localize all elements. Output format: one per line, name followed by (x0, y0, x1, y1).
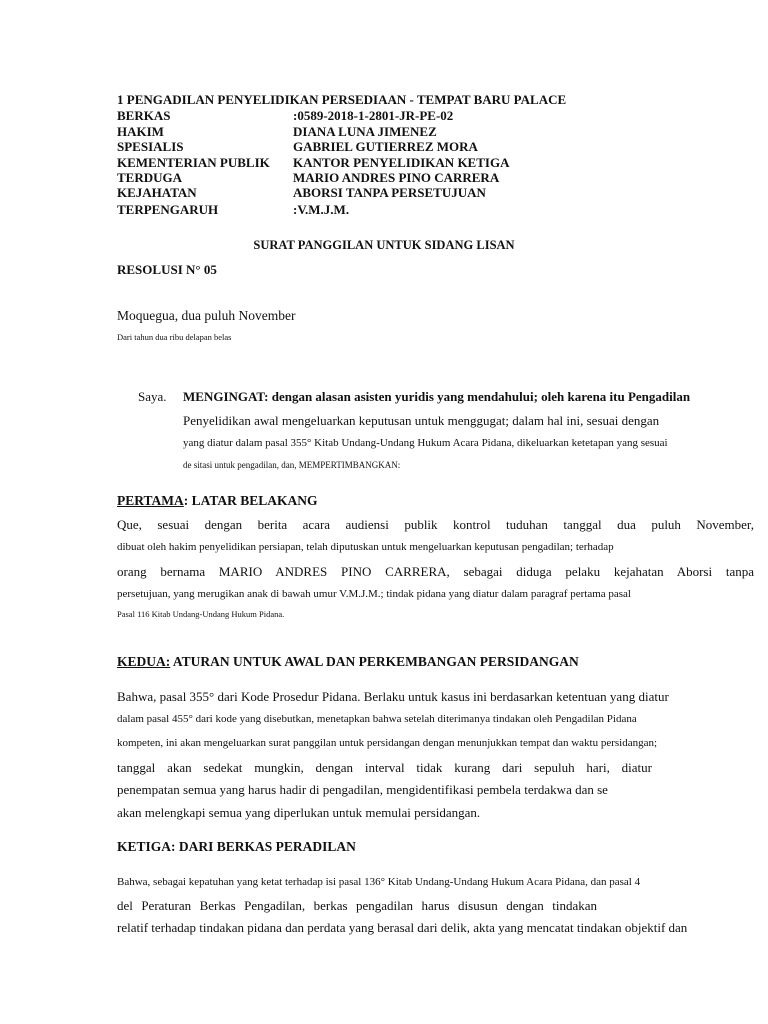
case-value-terduga: MARIO ANDRES PINO CARRERA (293, 170, 500, 185)
section-1-line-5: Pasal 116 Kitab Undang-Undang Hukum Pidana. (117, 609, 285, 619)
intro-line-4: de sitasi untuk pengadilan, dan, MEMPERTIMBANGKAN: (183, 460, 401, 470)
section-2-line-5: penempatan semua yang harus hadir di pengadilan, mengidentifikasi pembela terdakwa dan se (117, 782, 608, 797)
case-label-spesialis: SPESIALIS (117, 139, 184, 154)
case-label-kementerian: KEMENTERIAN PUBLIK (117, 155, 270, 170)
case-value-spesialis: GABRIEL GUTIERREZ MORA (293, 139, 478, 154)
section-3-line-1: Bahwa, sebagai kepatuhan yang ketat terhadap isi pasal 136° Kitab Undang-Undang Hukum Acara Pidana, dan pasal 4 (117, 876, 641, 888)
case-value-terpengaruh: :V.M.J.M. (293, 202, 350, 217)
case-value-kementerian: KANTOR PENYELIDIKAN KETIGA (293, 155, 510, 170)
section-1-line-4: persetujuan, yang merugikan anak di bawah umur V.M.J.M.; tindak pidana yang diatur dalam paragraf pertama pasal (117, 588, 631, 600)
section-2-heading-main: KEDUA: (117, 654, 171, 669)
section-2-heading (117, 654, 579, 670)
section-1-line-2: dibuat oleh hakim penyelidikan persiapan, telah diputuskan untuk mengeluarkan keputusan pengadilan; terhadap (117, 541, 614, 553)
section-1-line-3: orang bernama MARIO ANDRES PINO CARRERA, sebagai diduga pelaku kejahatan Aborsi tanpa (117, 564, 754, 579)
case-label-hakim: HAKIM (117, 124, 164, 139)
section-2-heading-rest: ATURAN UNTUK AWAL DAN PERKEMBANGAN PERSIDANGAN (170, 654, 579, 669)
case-label-berkas: BERKAS (117, 108, 171, 123)
resolution-number: RESOLUSI N° 05 (117, 262, 217, 277)
section-2-line-2: dalam pasal 455° dari kode yang disebutkan, menetapkan bahwa setelah diterimanya tindakan oleh Pengadilan Pidana (117, 713, 637, 725)
section-2-line-6: akan melengkapi semua yang diperlukan untuk memulai persidangan. (117, 805, 481, 820)
section-3-line-2: del Peraturan Berkas Pengadilan, berkas pengadilan harus disusun dengan tindakan (117, 898, 597, 913)
case-label-terduga: TERDUGA (117, 170, 183, 185)
section-1-line-1: Que, sesuai dengan berita acara audiensi publik kontrol tuduhan tanggal dua puluh November, (117, 517, 754, 532)
intro-line-1: MENGINGAT: dengan alasan asisten yuridis yang mendahului; oleh karena itu Pengadilan (183, 389, 691, 404)
year-line: Dari tahun dua ribu delapan belas (117, 332, 232, 342)
court-title: 1 PENGADILAN PENYELIDIKAN PERSEDIAAN - TEMPAT BARU PALACE (117, 92, 567, 107)
intro-label: Saya. (138, 389, 167, 404)
section-2-line-1: Bahwa, pasal 355° dari Kode Prosedur Pidana. Berlaku untuk kasus ini berdasarkan ketentuan yang diatur (117, 689, 669, 704)
section-1-heading-main: PERTAMA (117, 493, 184, 508)
case-label-terpengaruh: TERPENGARUH (117, 202, 219, 217)
intro-line-2: Penyelidikan awal mengeluarkan keputusan untuk menggugat; dalam hal ini, sesuai dengan (183, 413, 660, 428)
document-title: SURAT PANGGILAN UNTUK SIDANG LISAN (253, 238, 515, 252)
section-2-line-4: tanggal akan sedekat mungkin, dengan interval tidak kurang dari sepuluh hari, diatur (117, 760, 652, 775)
section-3-line-3: relatif terhadap tindakan pidana dan perdata yang berasal dari delik, akta yang mencatat tindakan objektif dan (117, 920, 688, 935)
case-value-hakim: DIANA LUNA JIMENEZ (293, 124, 437, 139)
case-label-kejahatan: KEJAHATAN (117, 185, 197, 200)
case-value-berkas: :0589-2018-1-2801-JR-PE-02 (293, 108, 454, 123)
section-1-heading-rest: : LATAR BELAKANG (183, 493, 318, 508)
section-1-heading (117, 493, 318, 509)
intro-line-3: yang diatur dalam pasal 355° Kitab Undang-Undang Hukum Acara Pidana, dikeluarkan ketetapan yang sesuai (183, 437, 668, 449)
section-3-heading: KETIGA: DARI BERKAS PERADILAN (117, 839, 356, 854)
case-value-kejahatan: ABORSI TANPA PERSETUJUAN (293, 185, 486, 200)
place-date: Moquegua, dua puluh November (117, 308, 296, 323)
section-2-line-3: kompeten, ini akan mengeluarkan surat panggilan untuk persidangan dengan menunjukkan tempat dan waktu persidangan; (117, 737, 658, 749)
